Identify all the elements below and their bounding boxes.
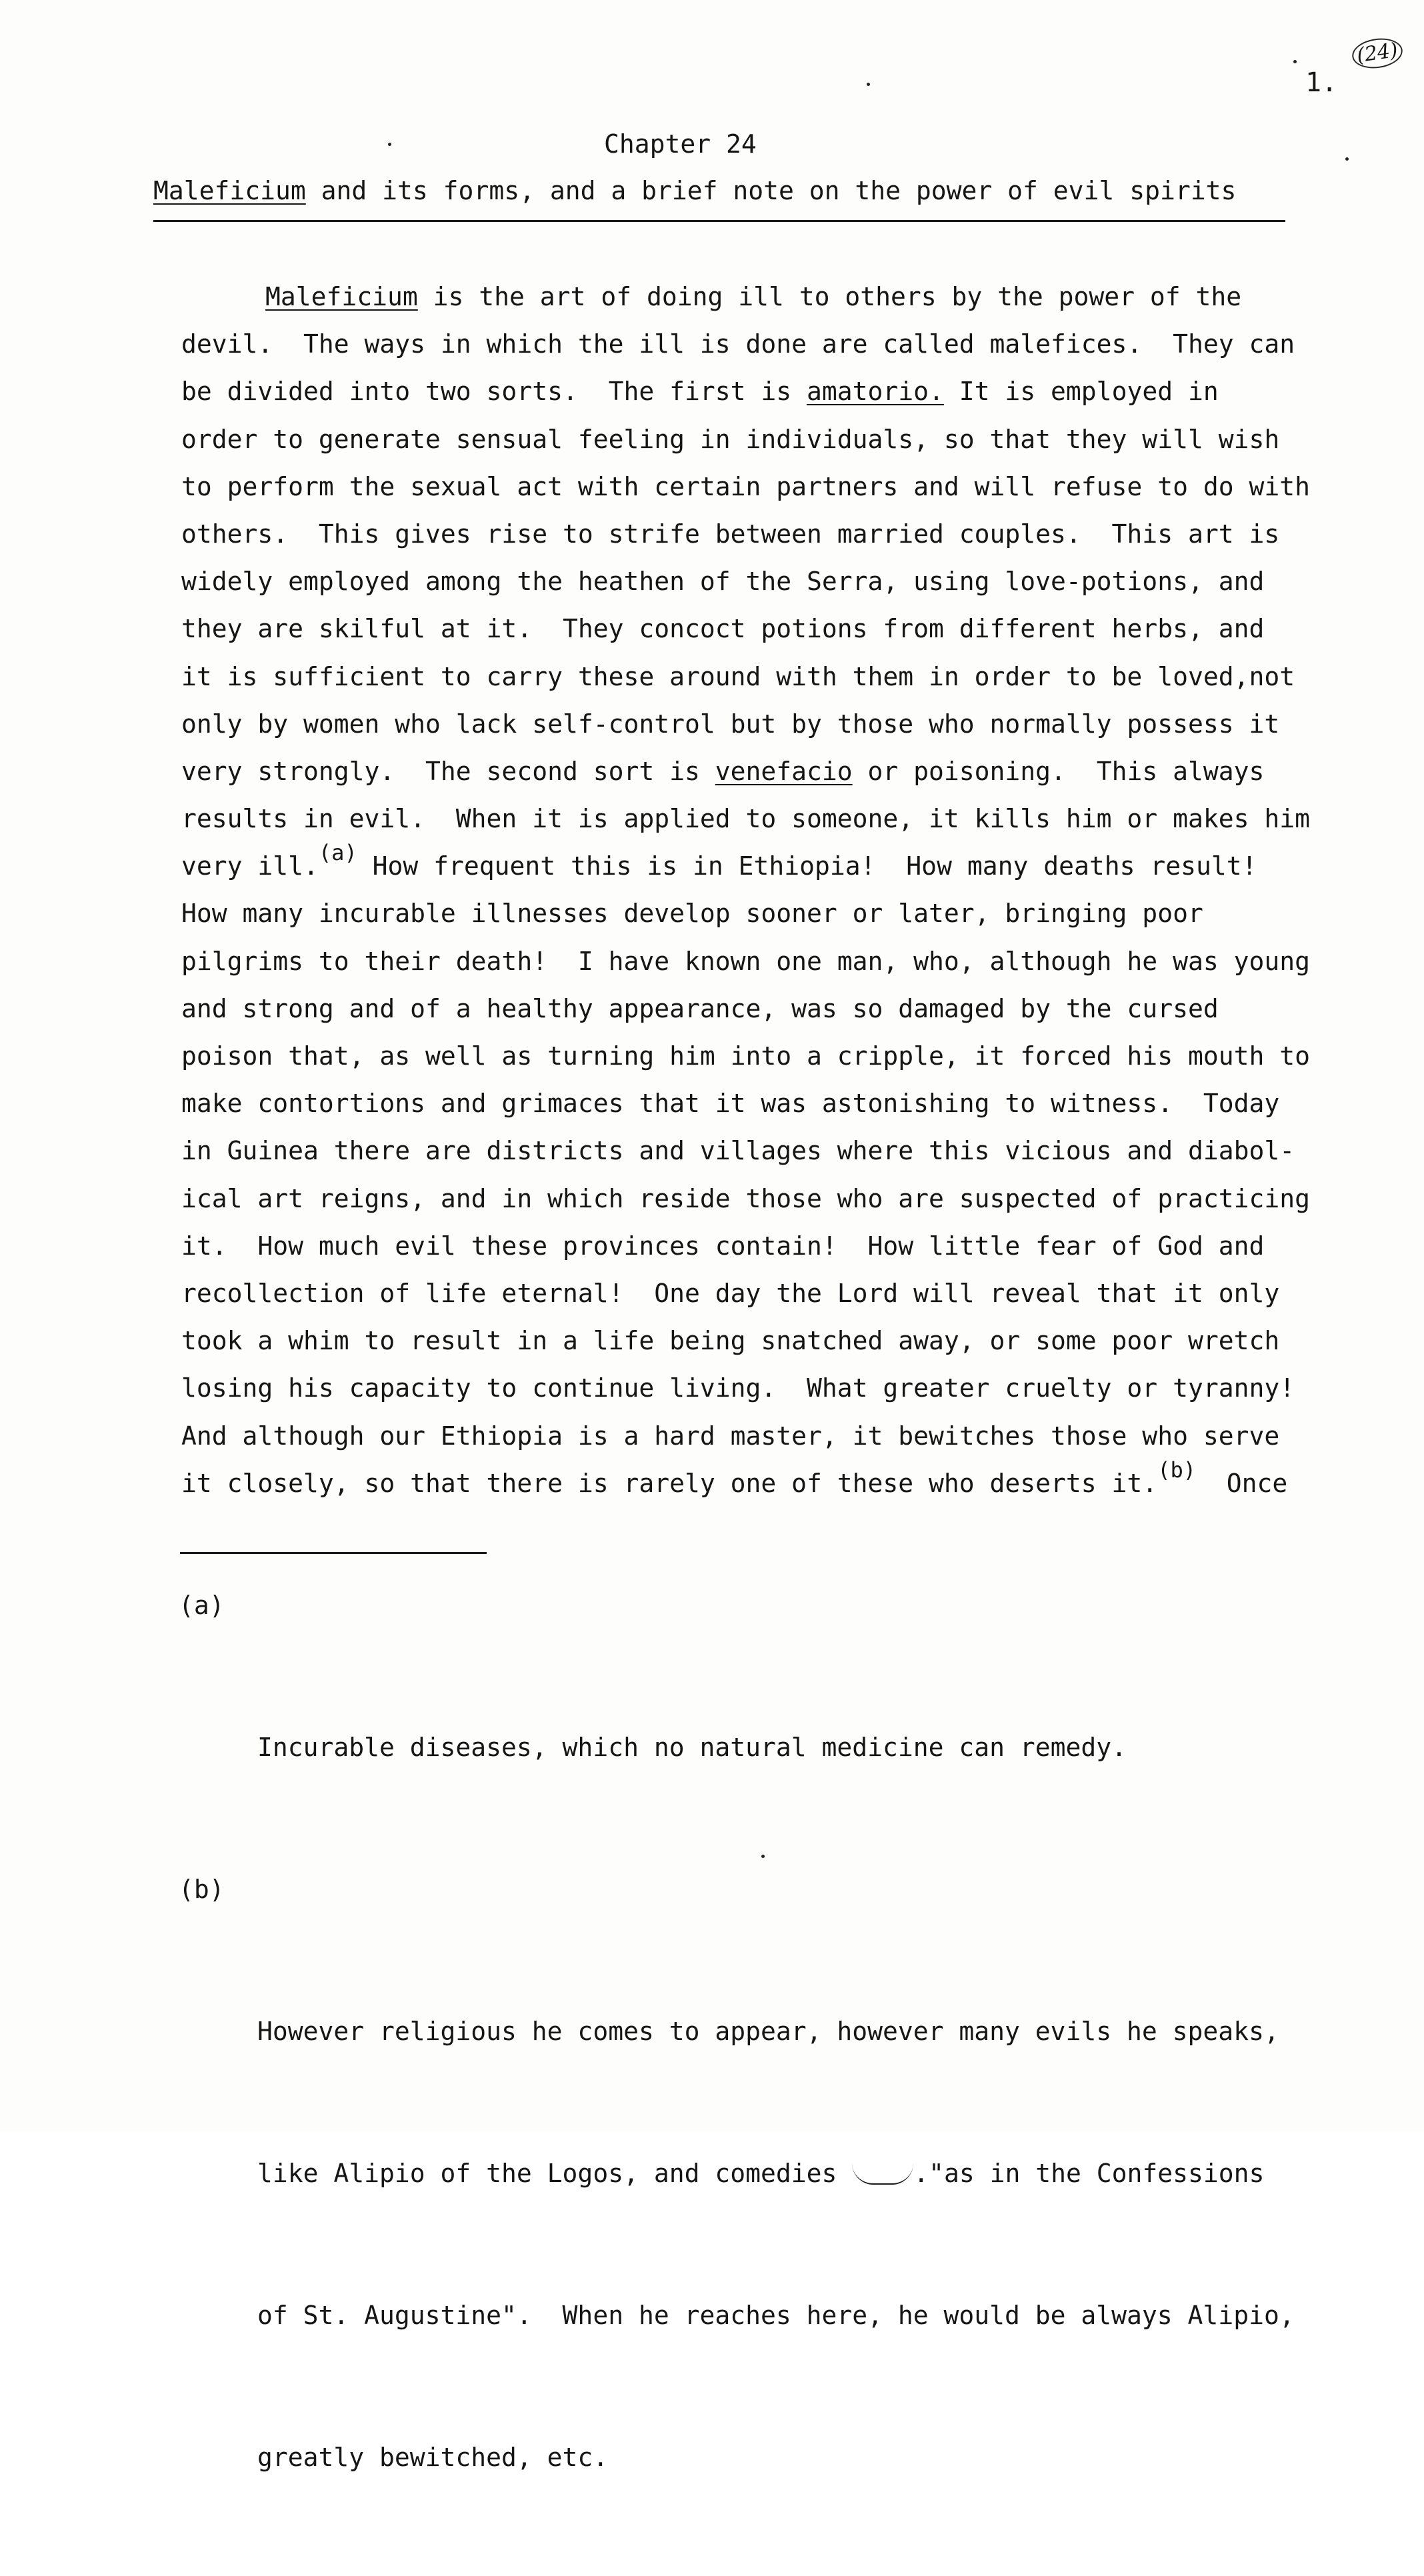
body-line-text: It is employed in: [943, 377, 1219, 407]
body-line-text: it closely, so that there is rarely one of these who deserts it.: [181, 1468, 1158, 1498]
body-line: [181, 368, 1381, 415]
subtitle-term: Maleficium: [153, 176, 306, 205]
footnote-ref-a: (a): [318, 840, 357, 866]
body-line: pilgrims to their death! I have known one man, who, although he was young: [181, 946, 1310, 976]
body-line-text: very strongly. The second sort is: [181, 756, 715, 786]
title-rule: [153, 220, 1285, 222]
footnote-line: [179, 2150, 1405, 2197]
body-line: order to generate sensual feeling in individuals, so that they will wish: [181, 424, 1280, 454]
term-venefacio: venefacio: [715, 756, 853, 786]
footnote-line: greatly bewitched, etc.: [257, 2443, 609, 2472]
footnote-a: [179, 1582, 1405, 1866]
body-line-text: or poisoning. This always: [852, 756, 1265, 786]
scan-speck: [867, 83, 870, 86]
body-line-text: Once: [1195, 1468, 1288, 1498]
body-line: to perform the sexual act with certain partners and will refuse to do with: [181, 471, 1310, 501]
body-line-text: How frequent this is in Ethiopia! How many deaths result!: [357, 851, 1257, 881]
body-line: and strong and of a healthy appearance, was so damaged by the cursed: [181, 993, 1219, 1023]
chapter-subtitle: [153, 175, 1236, 207]
body-line: make contortions and grimaces that it was astonishing to witness. Today: [181, 1089, 1280, 1119]
term-maleficium: Maleficium: [265, 282, 418, 311]
body-line: [181, 840, 1381, 890]
handwritten-blank-mark: [852, 2163, 913, 2185]
body-line: poison that, as well as turning him into a cripple, it forced his mouth to: [181, 1041, 1310, 1071]
body-line-text: is the art of doing ill to others by the power of the: [417, 282, 1242, 311]
footnote-label-b: (b): [179, 1875, 225, 1904]
term-amatorio: amatorio.: [807, 377, 944, 407]
body-line: it is sufficient to carry these around with them in order to be loved,not: [181, 661, 1295, 691]
body-text: [181, 273, 1381, 1507]
footnote-line-text: ."as in the Confessions: [913, 2159, 1265, 2188]
body-line: losing his capacity to continue living. What greater cruelty or tyranny!: [181, 1373, 1295, 1403]
chapter-heading: Chapter 24: [604, 129, 757, 159]
footnotes: [179, 1582, 1405, 2576]
body-line: in Guinea there are districts and villages where this vicious and diabol-: [181, 1136, 1295, 1166]
body-line-text: be divided into two sorts. The first is: [181, 377, 807, 407]
footnote-label-a: (a): [179, 1591, 225, 1620]
body-line: [181, 748, 1381, 795]
body-line: devil. The ways in which the ill is done are called malefices. They can: [181, 329, 1295, 359]
body-line: others. This gives rise to strife between married couples. This art is: [181, 519, 1280, 549]
body-line: ical art reigns, and in which reside those who are suspected of practicing: [181, 1183, 1310, 1213]
scan-speck: [1293, 60, 1297, 63]
subtitle-text: and its forms, and a brief note on the power of evil spirits: [305, 176, 1237, 205]
body-line: it. How much evil these provinces contain! How little fear of God and: [181, 1231, 1265, 1261]
body-line: How many incurable illnesses develop sooner or later, bringing poor: [181, 899, 1203, 929]
body-line: they are skilful at it. They concoct potions from different herbs, and: [181, 614, 1265, 644]
body-line: [181, 273, 1381, 321]
footnote-line-text: like Alipio of the Logos, and comedies: [257, 2159, 853, 2188]
body-line: took a whim to result in a life being snatched away, or some poor wretch: [181, 1326, 1280, 1356]
body-line: widely employed among the heathen of the Serra, using love-potions, and: [181, 567, 1265, 597]
footnote-b: [179, 1866, 1405, 2576]
body-line-text: very ill.: [181, 851, 319, 881]
page-number: 1.: [1305, 67, 1338, 98]
handwritten-archive-mark: (24): [1350, 35, 1404, 71]
footnote-ref-b: (b): [1157, 1457, 1196, 1483]
body-line: only by women who lack self-control but by those who normally possess it: [181, 709, 1280, 739]
body-line: recollection of life eternal! One day the Lord will reveal that it only: [181, 1278, 1280, 1308]
scan-speck: [388, 143, 391, 146]
body-line: [181, 1457, 1381, 1507]
footnote-rule: [180, 1552, 487, 1554]
footnote-line: However religious he comes to appear, however many evils he speaks,: [257, 2017, 1279, 2046]
footnote-line: Incurable diseases, which no natural medicine can remedy.: [257, 1733, 1127, 1762]
body-line: And although our Ethiopia is a hard master, it bewitches those who serve: [181, 1421, 1280, 1451]
body-line: results in evil. When it is applied to someone, it kills him or makes him: [181, 804, 1310, 834]
footnote-line: of St. Augustine". When he reaches here, he would be always Alipio,: [257, 2301, 1295, 2330]
scan-speck: [1345, 157, 1349, 161]
